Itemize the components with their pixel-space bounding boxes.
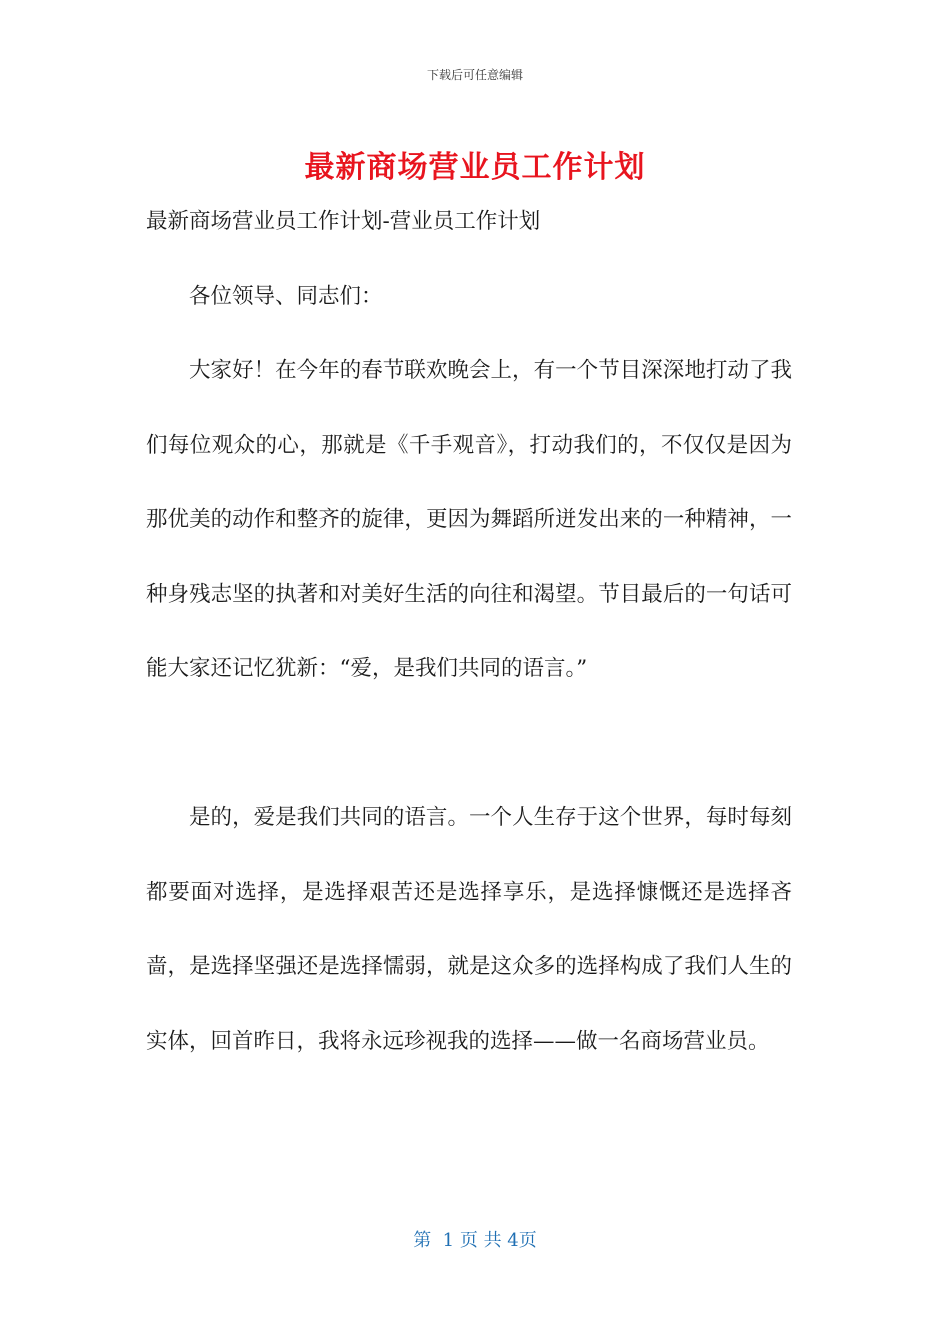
document-title: 最新商场营业员工作计划 [304,150,646,185]
document-subtitle: 最新商场营业员工作计划-营业员工作计划 [146,209,541,234]
paragraph: 是的，爱是我们共同的语言。一个人生存于这个世界，每时每刻都要面对选择，是选择艰苦还是选择享乐，是选择慷慨还是选择吝啬，是选择坚强还是选择懦弱，就是这众多的选择构成了我们人生的实体，回首昨日，我将永远珍视我的选择——做一名商场营业员。 [146,805,792,1054]
page-header: 下载后可任意编辑 [426,68,523,82]
paragraph: 大家好！在今年的春节联欢晚会上，有一个节目深深地打动了我们每位观众的心，那就是《千手观音》，打动我们的，不仅仅是因为那优美的动作和整齐的旋律，更因为舞蹈所迸发出来的一种精神，一种身残志坚的执著和对美好生活的向往和渴望。节目最后的一句话可能大家还记忆犹新：“爱，是我们共同的语言。” [146,358,792,681]
salutation: 各位领导、同志们： [189,284,383,309]
page-footer: 第 1 页 共 4页 [413,1230,537,1251]
